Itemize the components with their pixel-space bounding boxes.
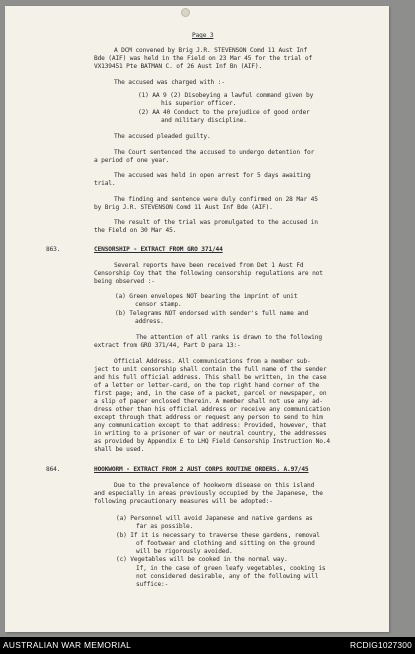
text-line: a period of one year.	[94, 157, 170, 164]
text-line: The accused was held in open arrest for 5 days awaiting	[114, 172, 311, 179]
section-heading-hookworm: HOOKWORM - EXTRACT FROM 2 AUST CORPS ROUTINE ORDERS. A.97/45	[94, 466, 309, 473]
text-line: (2) AA 40 Conduct to the prejudice of good order	[138, 109, 310, 116]
paragraph-number: 864.	[46, 466, 61, 473]
text-line: dress other than his official address or receive any communication	[94, 406, 330, 413]
text-line: trial.	[94, 180, 116, 187]
record-id: RCDIG1027300	[350, 640, 412, 650]
text-line: being observed :-	[94, 278, 155, 285]
text-line: (b) If it is necessary to traverse these gardens, removal	[116, 532, 320, 539]
text-line: (c) Vegetables will be cooked in the normal way.	[116, 556, 288, 563]
text-line: and his full official address. This shall be written, in the case	[94, 374, 327, 381]
text-line: and military discipline.	[161, 117, 247, 124]
text-line: A DCM convened by Brig J.R. STEVENSON Comd 11 Aust Inf	[114, 47, 308, 54]
text-line: ject to unit censorship shall contain the full name of the sender	[94, 366, 327, 373]
text-line: except through that address or request any person to send to him	[94, 414, 323, 421]
text-line: (b) Telegrams NOT endorsed with sender's full name and	[115, 310, 309, 317]
text-line: Official Address. All communications from a member sub-	[114, 358, 311, 365]
text-line: censor stamp.	[135, 301, 182, 308]
text-line: (1) AA 9 (2) Disobeying a lawful command given by	[138, 92, 314, 99]
text-line: a slip of paper enclosed therein. A member shall not use any ad-	[94, 398, 323, 405]
text-line: The Court sentenced the accused to undergo detention for	[114, 149, 315, 156]
text-line: Several reports have been received from Det 1 Aust Fd	[114, 262, 304, 269]
text-line: not considered desirable, any of the following will	[136, 573, 319, 580]
archive-name: AUSTRALIAN WAR MEMORIAL	[3, 640, 132, 650]
text-line: suffice:-	[136, 581, 169, 588]
text-line: and especially in areas previously occupied by the Japanese, the	[94, 490, 323, 497]
text-line: (a) Green envelopes NOT bearing the imprint of unit	[115, 293, 298, 300]
text-line: as provided by Appendix E to LHQ Field Censorship Instruction No.4	[94, 438, 330, 445]
text-line: shall be used.	[94, 446, 145, 453]
text-line: far as possible.	[136, 523, 194, 530]
text-line: Due to the prevalence of hookworm disease on this island	[114, 482, 315, 489]
text-line: first page; and, in the case of a packet, parcel or newspaper, on	[94, 390, 327, 397]
archive-footer-bar	[0, 637, 415, 654]
document-page	[5, 6, 389, 632]
text-line: in writing to a prisoner of war or neutral country, the addresses	[94, 430, 327, 437]
text-line: of a letter or letter-card, on the top right hand corner of the	[94, 382, 320, 389]
text-line: will be rigorously avoided.	[136, 548, 233, 555]
text-line: the Field on 30 Mar 45.	[94, 227, 177, 234]
paragraph-number: 863.	[46, 246, 61, 253]
text-line: following precautionary measures will be adopted:-	[94, 498, 273, 505]
text-line: his superior officer.	[161, 100, 237, 107]
text-line: (a) Personnel will avoid Japanese and native gardens as	[116, 515, 313, 522]
text-line: The attention of all ranks is drawn to the following	[136, 334, 322, 341]
text-line: The finding and sentence were duly confirmed on 28 Mar 45	[114, 196, 318, 203]
text-line: Censorship Coy that the following censorship regulations are not	[94, 270, 323, 277]
text-line: extract from GRO 371/44, Part D para 13:-	[94, 342, 241, 349]
text-line: The accused pleaded guilty.	[114, 133, 211, 140]
punch-hole	[181, 8, 190, 17]
section-heading-censorship: CENSORSHIP - EXTRACT FROM GRO 371/44	[94, 246, 223, 253]
text-line: Bde (AIF) was held in the Field on 23 Mar 45 for the trial of	[94, 55, 313, 62]
text-line: of footwear and clothing and sitting on the ground	[136, 540, 315, 547]
text-line: The accused was charged with :-	[114, 79, 225, 86]
text-line: The result of the trial was promulgated to the accused in	[114, 219, 318, 226]
text-line: VX139451 Pte BATMAN C. of 26 Aust Inf Bn (AIF).	[94, 63, 263, 70]
text-line: If, in the case of green leafy vegetables, cooking is	[136, 565, 326, 572]
text-line: by Brig J.R. STEVENSON Comd 11 Aust Inf Bde (AIF).	[94, 204, 273, 211]
text-line: address.	[135, 318, 164, 325]
page-number: Page 3	[192, 32, 214, 39]
text-line: any communication except to that address: Provided, however, that	[94, 422, 327, 429]
